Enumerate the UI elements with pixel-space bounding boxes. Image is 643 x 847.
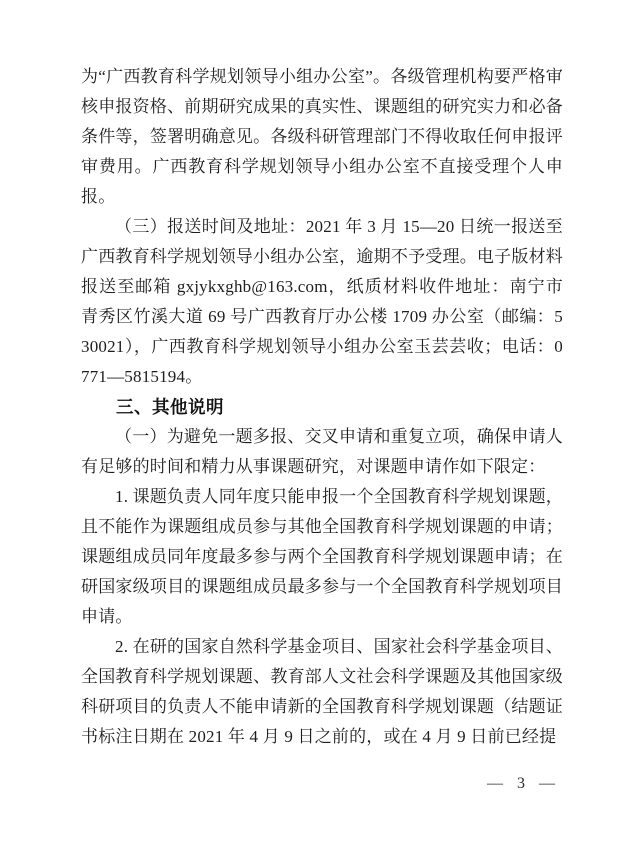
paragraph-intro-continuation: 为“广西教育科学规划领导小组办公室”。各级管理机构要严格审核申报资格、前期研究成果的真实性、课题组的研究实力和必备条件等，签署明确意见。各级科研管理部门不得收取任何申报评审费用。广西教育科学规划领导小组办公室不直接受理个人申报。 — [81, 67, 563, 206]
section-heading-other-notes: 三、其他说明 — [116, 397, 224, 417]
document-body — [81, 62, 563, 752]
page-number: — 3 — — [487, 775, 557, 792]
paragraph-rule-1: 1. 课题负责人同年度只能申报一个全国教育科学规划课题，且不能作为课题组成员参与其他全国教育科学规划课题的申请；课题组成员同年度最多参与两个全国教育科学规划课题申请；在研国家级项目的课题组成员最多参与一个全国教育科学规划项目申请。 — [81, 487, 563, 626]
paragraph-restriction-intro: （一）为避免一题多报、交叉申请和重复立项，确保申请人有足够的时间和精力从事课题研究，对课题申请作如下限定： — [81, 427, 563, 476]
paragraph-submission-info: （三）报送时间及地址：2021 年 3 月 15—20 日统一报送至广西教育科学规划领导小组办公室，逾期不予受理。电子版材料报送至邮箱 gxjykxghb@163.com，纸质材料收件地址：南宁市青秀区竹溪大道 69 号广西教育厅办公楼 1709 办公室（邮编：530021），广西教育科学规划领导小组办公室玉芸芸收；电话：0771—5815194。 — [81, 217, 563, 386]
paragraph-rule-2: 2. 在研的国家自然科学基金项目、国家社会科学基金项目、全国教育科学规划课题、教育部人文社会科学课题及其他国家级科研项目的负责人不能申请新的全国教育科学规划课题（结题证书标注日期在 2021 年 4 月 9 日之前的，或在 4 月 9 日前已经提 — [81, 637, 563, 746]
